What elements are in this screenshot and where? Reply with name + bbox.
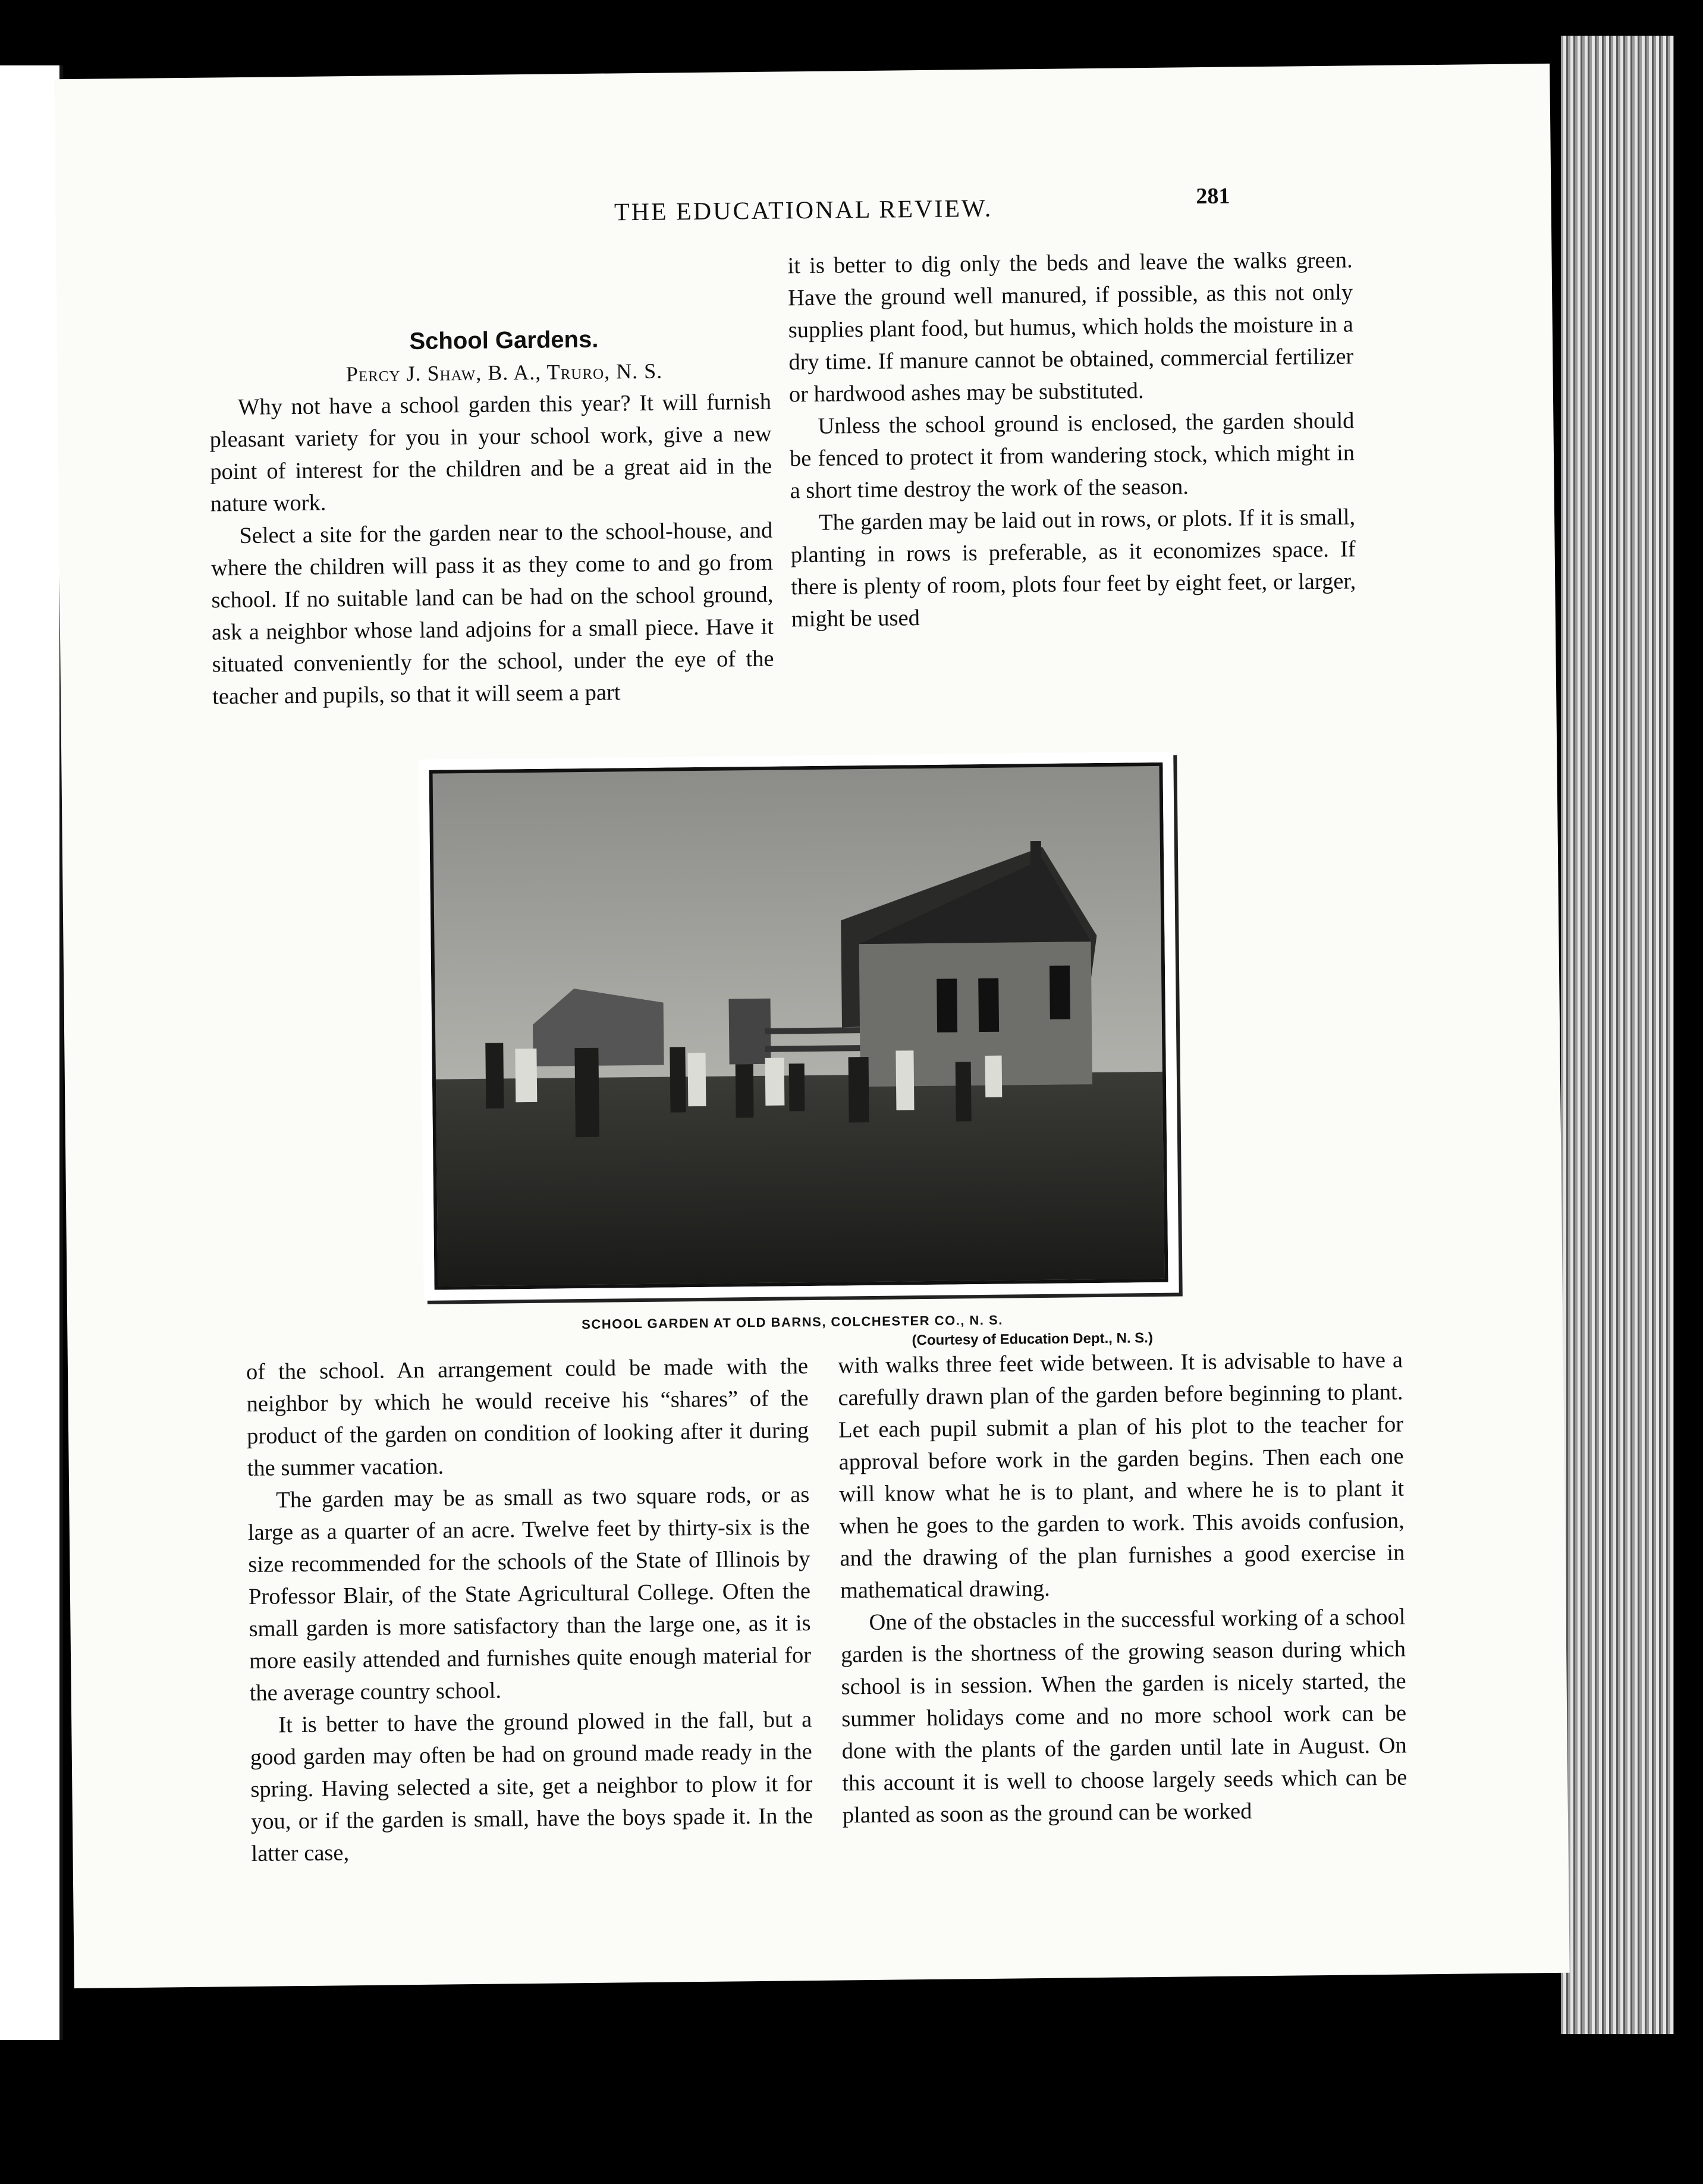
article-title: School Gardens. <box>409 326 599 355</box>
journal-page <box>54 64 1569 1988</box>
column-3 <box>246 1350 813 1870</box>
paragraph: it is better to dig only the beds and leave the walks green. Have the ground well manured, if possible, as this not only supplies plant food, but humus, which holds the moisture in a dry time. If manure cannot be obtained, commercial fertilizer or hardwood ashes may be substituted. <box>787 247 1354 407</box>
photo-image <box>429 762 1168 1290</box>
paragraph: The garden may be laid out in rows, or plots. If it is small, planting in rows is preferable, as it economizes space. If there is plenty of room, plots four feet by eight feet, or larger, might be used <box>790 504 1356 632</box>
page-stack-edge <box>1561 36 1674 2034</box>
left-page-spine <box>0 65 63 2040</box>
paragraph: Why not have a school garden this year? It will furnish pleasant variety for you in your school work, give a new point of interest for the children and be a great aid in the nature work. <box>209 389 772 517</box>
paragraph: Select a site for the garden near to the school-house, and where the children will pass it as they come to and go from school. If no suitable land can be had on the school ground, ask a neighbor whose land adjoins for a small piece. Have it situated conveniently for the school, under the eye of the teacher and pupils, so that it will seem a part <box>210 517 774 710</box>
page-number: 281 <box>1196 183 1230 209</box>
running-header: THE EDUCATIONAL REVIEW. <box>614 194 993 227</box>
paragraph: The garden may be as small as two square rods, or as large as a quarter of an acre. Twelve feet by thirty-six is the size recommended for the schools of the State of Illinois by Professor Blair, of the State Agricultural College. Often the small garden is more satisfactory than the large one, as it is more easily attended and furnishes quite enough material for the average country school. <box>247 1482 812 1706</box>
paragraph: It is better to have the ground plowed in the fall, but a good garden may often be had on ground made ready in the spring. Having selected a site, get a neighbor to plow it for you, or if the garden is small, have the boys spade it. In the latter case, <box>250 1707 813 1866</box>
figure-caption: SCHOOL GARDEN AT OLD BARNS, COLCHESTER CO., N. S. <box>582 1312 1004 1332</box>
article-author: Percy J. Shaw, B. A., Truro, N. S. <box>345 359 663 387</box>
figure-credit: (Courtesy of Education Dept., N. S.) <box>912 1330 1154 1349</box>
paragraph: One of the obstacles in the successful working of a school garden is the shortness of the growing season during which school is in session. When the garden is nicely started, the summer holidays come and no more school work can be done with the plants of the garden until late in August. On this account it is well to choose largely seeds which can be planted as soon as the ground can be worked <box>840 1604 1407 1828</box>
paragraph: with walks three feet wide between. It is advisable to have a carefully drawn plan of the garden before beginning to plant. Let each pupil submit a plan of his plot to the teacher for approval before work in the garden begins. Then each one will know what he is to plant, and where he is to plant it when he goes to the garden to work. This avoids confusion, and the drawing of the plan furnishes a good exercise in mathematical drawing. <box>837 1347 1405 1604</box>
schoolhouse-photograph <box>418 752 1179 1301</box>
column-4 <box>838 1344 1407 1832</box>
column-1 <box>209 322 775 713</box>
column-2 <box>787 244 1356 635</box>
paragraph: Unless the school ground is enclosed, the garden should be fenced to protect it from wandering stock, which might in a short time destroy the work of the season. <box>789 408 1355 504</box>
paragraph: of the school. An arrangement could be made with the neighbor by which he would receive his “shares” of the product of the garden on condition of looking after it during the summer vacation. <box>246 1354 809 1481</box>
